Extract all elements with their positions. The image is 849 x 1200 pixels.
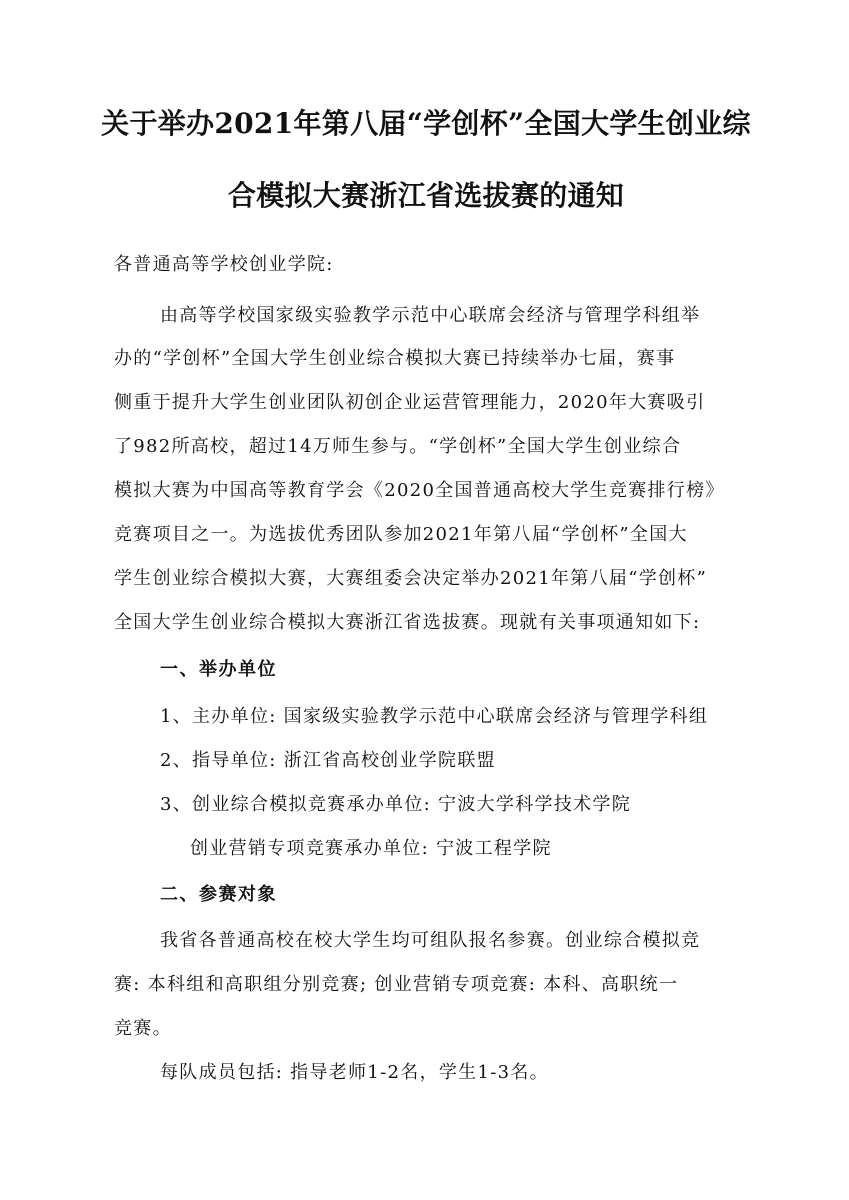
organizer-item: 2、指导单位: 浙江省高校创业学院联盟	[160, 750, 496, 771]
intro-paragraph-line: 侧重于提升大学生创业团队初创企业运营管理能力，2020年大赛吸引	[114, 392, 706, 413]
organizer-item: 创业营销专项竞赛承办单位: 宁波工程学院	[190, 838, 552, 859]
section-heading-organizers: 一、举办单位	[160, 659, 277, 680]
intro-paragraph-line: 全国大学生创业综合模拟大赛浙江省选拔赛。现就有关事项通知如下:	[114, 612, 701, 633]
intro-paragraph-line: 办的“学创杯”全国大学生创业综合模拟大赛已持续举办七届，赛事	[114, 348, 676, 369]
intro-paragraph-line: 由高等学校国家级实验教学示范中心联席会经济与管理学科组举	[160, 305, 701, 326]
intro-paragraph-line: 竞赛项目之一。为选拔优秀团队参加2021年第八届“学创杯”全国大	[114, 524, 688, 545]
document-title-line-2: 合模拟大赛浙江省选拔赛的通知	[227, 179, 625, 212]
intro-paragraph-line: 了982所高校，超过14万师生参与。“学创杯”全国大学生创业综合	[114, 436, 682, 457]
intro-paragraph-line: 模拟大赛为中国高等教育学会《2020全国普通高校大学生竞赛排行榜》	[114, 480, 725, 501]
intro-paragraph-line: 学生创业综合模拟大赛，大赛组委会决定举办2021年第八届“学创杯”	[114, 568, 708, 589]
participants-paragraph-line: 每队成员包括: 指导老师1-2名，学生1-3名。	[160, 1062, 549, 1083]
participants-paragraph-line: 我省各普通高校在校大学生均可组队报名参赛。创业综合模拟竞	[160, 930, 701, 951]
participants-paragraph-line: 赛: 本科组和高职组分别竞赛; 创业营销专项竞赛: 本科、高职统一	[114, 974, 679, 995]
organizer-item: 3、创业综合模拟竞赛承办单位: 宁波大学科学技术学院	[160, 794, 632, 815]
salutation: 各普通高等学校创业学院:	[114, 254, 334, 275]
section-heading-participants: 二、参赛对象	[160, 884, 277, 905]
organizer-item: 1、主办单位: 国家级实验教学示范中心联席会经济与管理学科组	[160, 706, 709, 727]
participants-paragraph-line: 竞赛。	[114, 1018, 172, 1039]
document-title-line-1: 关于举办2021年第八届“学创杯”全国大学生创业综	[101, 107, 751, 140]
